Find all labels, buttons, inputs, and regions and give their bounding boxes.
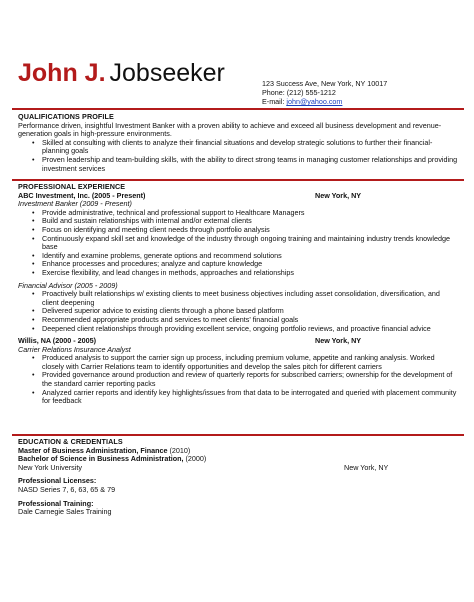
- responsibilities-list: [18, 290, 458, 333]
- list-item: • Build and sustain relationships with internal and/or external clients: [42, 217, 458, 226]
- email-label: E-mail:: [262, 97, 287, 106]
- list-item: • Proactively built relationships w/ existing clients to meet business objectives including asset consolidation, diversification, and client deepening: [42, 290, 458, 307]
- school-name: New York University: [18, 462, 82, 472]
- qualifications-summary: Performance driven, insightful Investment Banker with a proven ability to achieve and exceed all business development and revenue-generation goals in high-pressure environments.: [18, 120, 442, 139]
- training-heading: Professional Training:: [18, 498, 94, 508]
- list-item: • Provide administrative, technical and professional support to Healthcare Managers: [42, 209, 458, 218]
- licenses-heading: Professional Licenses:: [18, 476, 97, 486]
- list-item: • Identify and examine problems, generate options and recommend solutions: [42, 252, 458, 261]
- training: Dale Carnegie Sales Training: [18, 507, 112, 517]
- job-header: [18, 337, 458, 346]
- contact-info: [262, 79, 387, 106]
- education-section: [18, 438, 458, 517]
- list-item: • Continuously expand skill set and knowledge of the industry through ongoing training and maintaining industry trends knowledge base: [42, 235, 458, 252]
- list-item: • Focus on identifying and meeting client needs through portfolio analysis: [42, 226, 458, 235]
- section-heading: QUALIFICATIONS PROFILE: [18, 112, 114, 121]
- section-divider: [12, 434, 464, 436]
- list-item: • Proven leadership and team-building skills, with the ability to direct strong teams in managing customer relationships and providing investment services: [42, 156, 458, 173]
- list-item: • Deepened client relationships through providing excellent service, ongoing portfolio reviews, and proactive financial advice: [42, 325, 458, 334]
- responsibilities-list: [18, 209, 458, 278]
- degree: Bachelor of Science in Business Administration,: [18, 454, 184, 464]
- list-item: • Skilled at consulting with clients to analyze their financial situations and develop strategic solutions to further their financial-planning goals: [42, 139, 458, 156]
- licenses: NASD Series 7, 6, 63, 65 & 79: [18, 484, 116, 494]
- qualifications-list: [18, 139, 458, 173]
- job-location: New York, NY: [315, 336, 362, 346]
- degree: Master of Business Administration, Finance: [18, 445, 168, 455]
- section-heading: PROFESSIONAL EXPERIENCE: [18, 182, 126, 191]
- responsibilities-list: [18, 354, 458, 406]
- header-divider: [12, 108, 464, 110]
- section-heading: EDUCATION & CREDENTIALS: [18, 437, 123, 446]
- job-location: New York, NY: [315, 190, 362, 200]
- candidate-name: [18, 58, 225, 88]
- address: 123 Success Ave, New York, NY 10017: [262, 79, 388, 88]
- list-item: • Analyzed carrier reports and identify key highlights/issues from that data to be interrogated and queried with placement community for feedback: [42, 389, 458, 406]
- list-item: • Enhance processes and procedures; analyze and capture knowledge: [42, 260, 458, 269]
- list-item: • Exercise flexibility, and lead changes in methods, approaches and relationships: [42, 269, 458, 278]
- experience-section: [18, 183, 458, 406]
- phone: Phone: (212) 555-1212: [262, 88, 336, 97]
- list-item: • Delivered superior advice to existing clients through a phone based platform: [42, 307, 458, 316]
- job-title: Investment Banker (2009 - Present): [18, 199, 132, 209]
- list-item: • Recommended appropriate products and services to meet clients' financial goals: [42, 316, 458, 325]
- company-name: ABC Investment, Inc. (2005 - Present): [18, 190, 146, 200]
- degree-year: (2000): [183, 454, 207, 464]
- qualifications-section: [18, 113, 458, 173]
- school-location: New York, NY: [344, 462, 389, 472]
- list-item: • Provided governance around production and review of quarterly reports for subscribed carriers; ownership for the development of the standard carrier reporting packs: [42, 371, 458, 388]
- degree-line: [18, 455, 458, 464]
- last-name: Jobseeker: [109, 59, 225, 87]
- degree-year: (2010): [167, 445, 191, 455]
- job-title: Carrier Relations Insurance Analyst: [18, 344, 131, 354]
- list-item: • Produced analysis to support the carrier sign up process, including premium volume, appetite and ranking analysis. Worked closely with Carrier Relations team to identify opportunities and develop the sales pitch for different carriers: [42, 354, 458, 371]
- school-line: [18, 464, 458, 473]
- first-name: John J.: [18, 59, 106, 87]
- job-title: Financial Advisor (2005 - 2009): [18, 280, 118, 290]
- email-link[interactable]: john@yahoo.com: [286, 97, 343, 106]
- section-divider: [12, 179, 464, 181]
- company-name: Willis, NA (2000 - 2005): [18, 336, 96, 346]
- email-line: [262, 97, 387, 106]
- job-header: [18, 192, 458, 201]
